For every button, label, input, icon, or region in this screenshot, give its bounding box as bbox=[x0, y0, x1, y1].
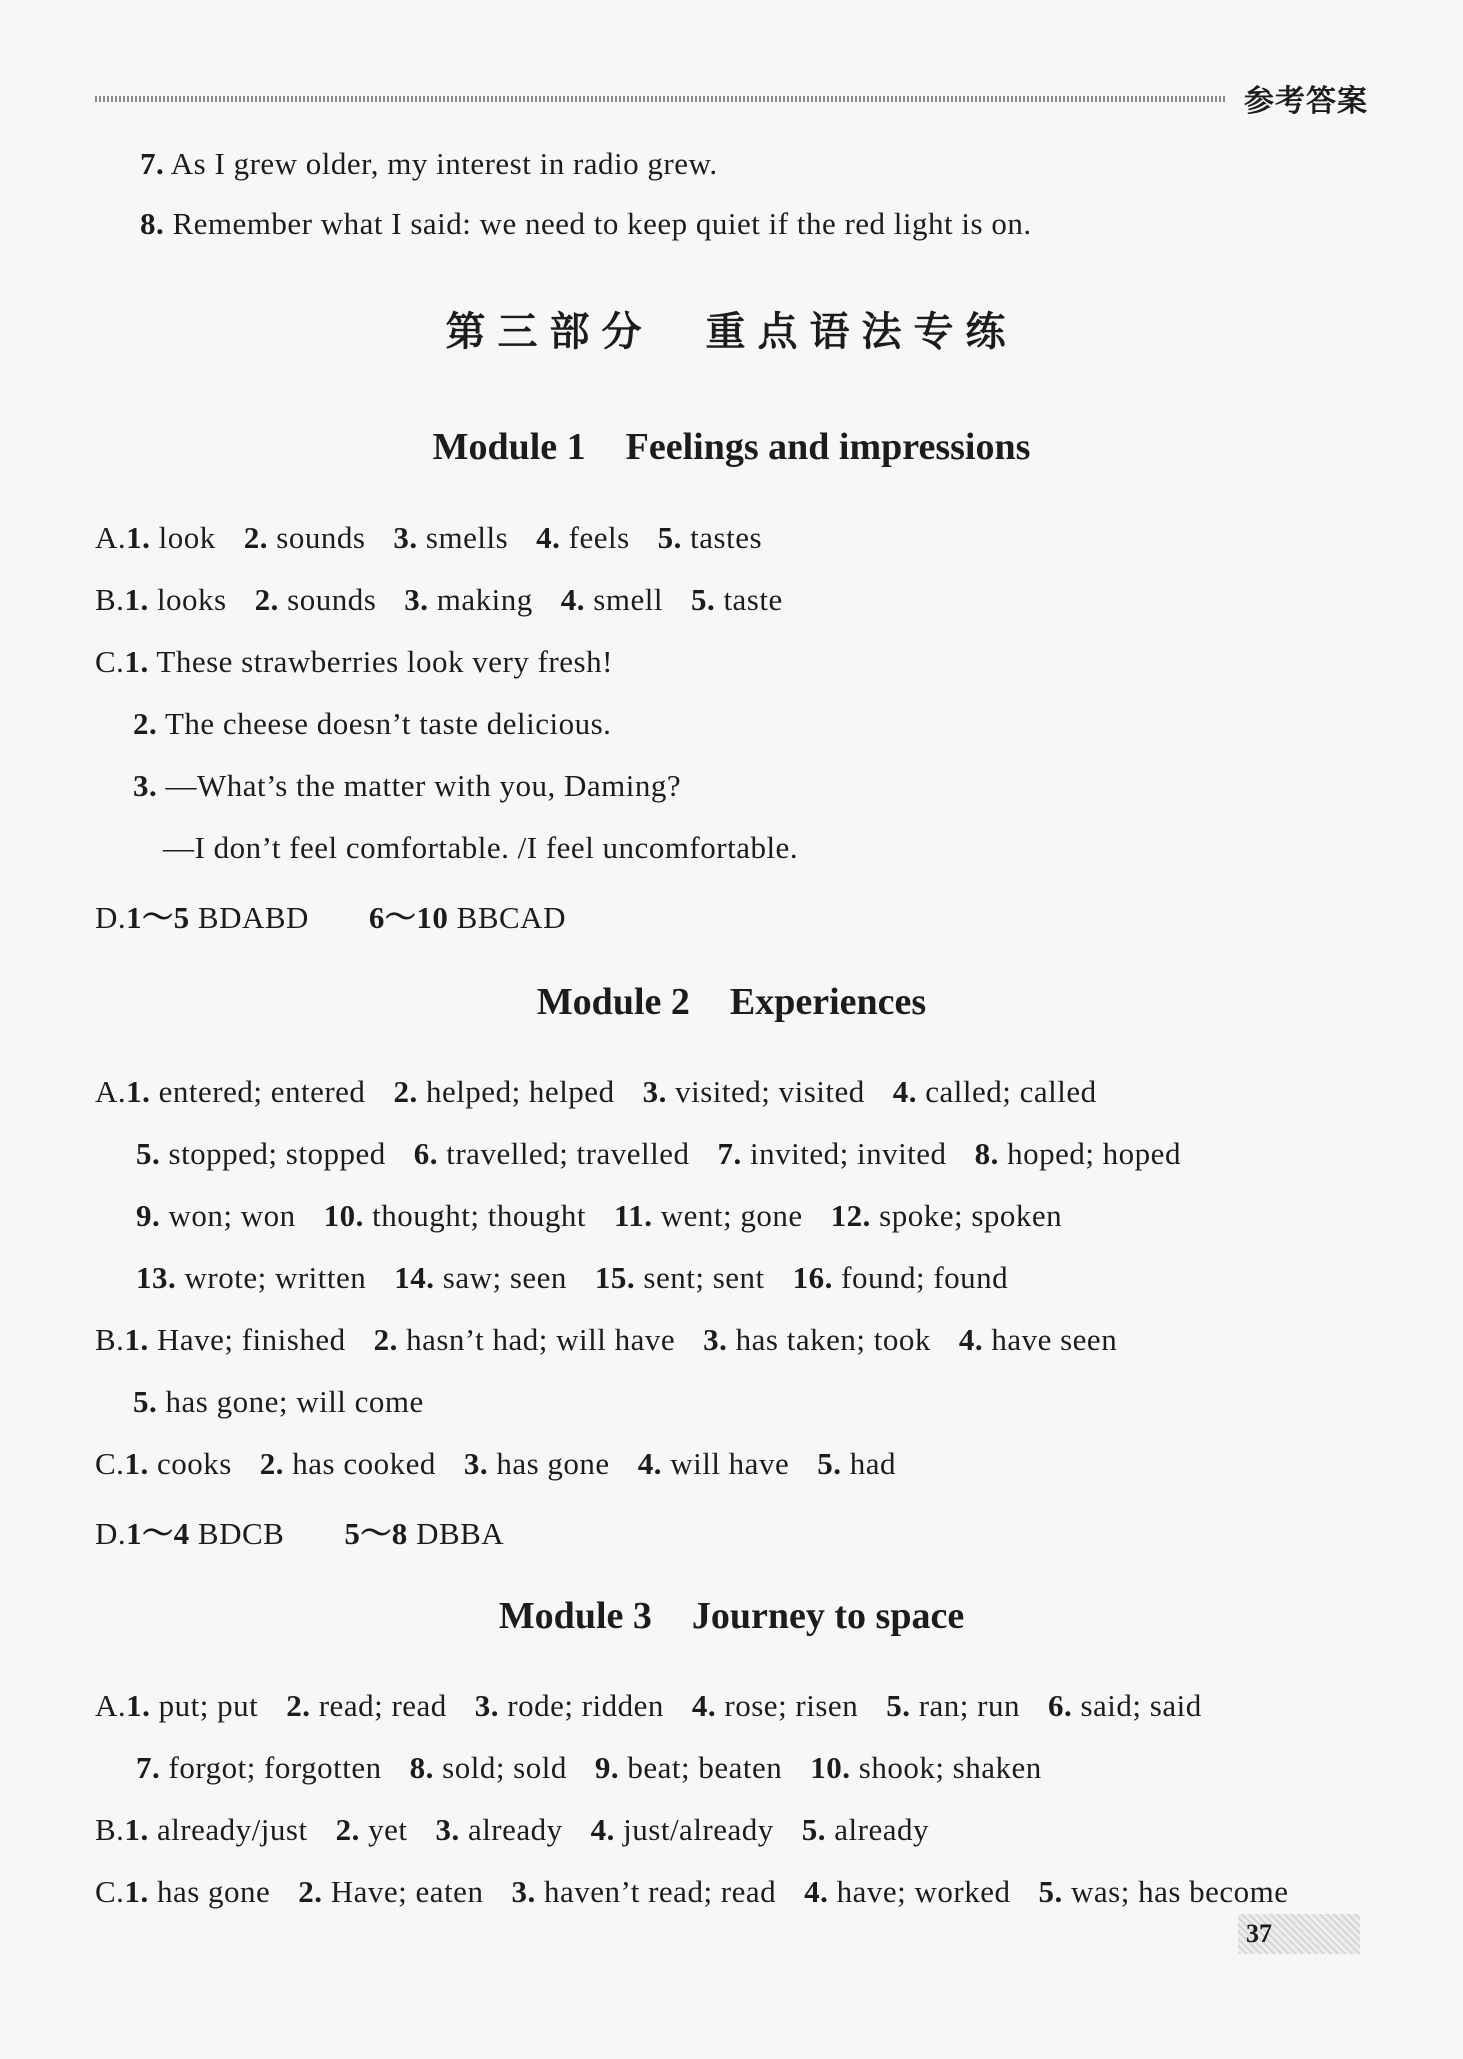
item-answer: already bbox=[467, 1812, 563, 1847]
item-answer: already bbox=[834, 1812, 929, 1847]
item-number: 2. bbox=[373, 1322, 398, 1357]
item-number: 5. bbox=[136, 1136, 161, 1171]
item-answer: put; put bbox=[158, 1688, 259, 1723]
item-answer: forgot; forgotten bbox=[168, 1750, 382, 1785]
item-answer: looks bbox=[156, 582, 227, 617]
header-title: 参考答案 bbox=[1244, 84, 1368, 119]
item-answer: spoke; spoken bbox=[879, 1198, 1063, 1233]
item-number: 3. bbox=[642, 1074, 667, 1109]
item-answer: thought; thought bbox=[372, 1198, 586, 1233]
item-answer: hasn’t had; will have bbox=[406, 1322, 676, 1357]
section-letter: A. bbox=[95, 1074, 127, 1109]
section-letter: B. bbox=[95, 1322, 125, 1357]
item-answer: entered; entered bbox=[158, 1074, 366, 1109]
item-number: 4. bbox=[560, 582, 586, 617]
item-answer: has gone bbox=[496, 1446, 610, 1481]
item-number: 7. bbox=[717, 1136, 742, 1171]
item-number: 10. bbox=[810, 1750, 851, 1785]
item-answer: rose; risen bbox=[724, 1688, 859, 1723]
item-answer: has cooked bbox=[292, 1446, 436, 1481]
item-answer: has taken; took bbox=[735, 1322, 931, 1357]
item-number: 1. bbox=[124, 1446, 149, 1481]
item-number: 8. bbox=[409, 1750, 434, 1785]
module-2-section-a-row bbox=[136, 1136, 1181, 1172]
item-number: 3. bbox=[404, 582, 429, 617]
item-answer: wrote; written bbox=[184, 1260, 367, 1295]
item-number: 8. bbox=[974, 1136, 999, 1171]
item-number: 9. bbox=[136, 1198, 161, 1233]
module-3-section-a-row bbox=[136, 1750, 1042, 1786]
item-answer: visited; visited bbox=[675, 1074, 865, 1109]
section-letter: B. bbox=[95, 582, 125, 617]
part-title: 第三部分 重点语法专练 bbox=[445, 309, 1018, 355]
item-answer: sounds bbox=[287, 582, 377, 617]
module-1-section-a bbox=[95, 520, 762, 556]
item-number: 5. bbox=[133, 1384, 158, 1419]
section-letter: C. bbox=[95, 1446, 125, 1481]
item-number: 4. bbox=[804, 1874, 829, 1909]
answer-line: 7. As I grew older, my interest in radio grew. bbox=[140, 146, 718, 181]
item-number: 4. bbox=[590, 1812, 615, 1847]
item-answer: just/already bbox=[623, 1812, 774, 1847]
item-answer: look bbox=[158, 520, 216, 555]
item-number: 2. bbox=[286, 1688, 311, 1723]
item-answer: Have; finished bbox=[156, 1322, 346, 1357]
module-1-section-c-line-2: 2. The cheese doesn’t taste delicious. bbox=[133, 706, 612, 741]
item-number: 4. bbox=[536, 520, 561, 555]
item-number: 5. bbox=[817, 1446, 842, 1481]
item-answer: said; said bbox=[1080, 1688, 1202, 1723]
item-answer: yet bbox=[368, 1812, 408, 1847]
item-number: 11. bbox=[613, 1198, 653, 1233]
item-number: 16. bbox=[792, 1260, 833, 1295]
section-letter: C. bbox=[95, 1874, 125, 1909]
item-answer: rode; ridden bbox=[507, 1688, 664, 1723]
item-number: 1. bbox=[124, 1812, 149, 1847]
item-answer: won; won bbox=[168, 1198, 296, 1233]
item-number: 2. bbox=[298, 1874, 323, 1909]
item-answer: will have bbox=[670, 1446, 790, 1481]
item-number: 5. bbox=[690, 582, 716, 617]
item-answer: ran; run bbox=[918, 1688, 1020, 1723]
module-1-section-c-line-3: 3. —What’s the matter with you, Daming? bbox=[133, 768, 682, 803]
module-2-section-b-row bbox=[95, 1322, 1117, 1358]
item-number: 5. bbox=[801, 1812, 827, 1847]
item-answer: had bbox=[849, 1446, 896, 1481]
item-number: 2. bbox=[243, 520, 269, 555]
item-answer: beat; beaten bbox=[627, 1750, 783, 1785]
item-number: 5. bbox=[886, 1688, 911, 1723]
item-number: 3. bbox=[703, 1322, 728, 1357]
item-answer: haven’t read; read bbox=[543, 1874, 777, 1909]
item-answer: cooks bbox=[156, 1446, 232, 1481]
module-3-section-b bbox=[95, 1812, 929, 1848]
item-answer: have; worked bbox=[836, 1874, 1011, 1909]
item-number: 3. bbox=[393, 520, 418, 555]
item-answer: smell bbox=[593, 582, 663, 617]
item-number: 2. bbox=[335, 1812, 360, 1847]
item-answer: has gone; will come bbox=[165, 1384, 424, 1419]
module-2-section-a-row bbox=[136, 1260, 1008, 1296]
item-number: 3. bbox=[435, 1812, 460, 1847]
module-1-section-c-line-4: —I don’t feel comfortable. /I feel uncomfortable. bbox=[163, 830, 799, 865]
item-answer: went; gone bbox=[660, 1198, 803, 1233]
item-number: 5. bbox=[1038, 1874, 1063, 1909]
module-3-title: Module 3 Journey to space bbox=[498, 1595, 965, 1637]
item-number: 6. bbox=[1047, 1688, 1073, 1723]
module-1-section-b bbox=[95, 582, 783, 618]
item-answer: shook; shaken bbox=[858, 1750, 1042, 1785]
item-answer: has gone bbox=[156, 1874, 271, 1909]
item-number: 12. bbox=[830, 1198, 871, 1233]
item-number: 3. bbox=[474, 1688, 500, 1723]
module-2-title: Module 2 Experiences bbox=[536, 981, 927, 1023]
item-number: 14. bbox=[394, 1260, 435, 1295]
item-number: 7. bbox=[136, 1750, 161, 1785]
item-number: 4. bbox=[637, 1446, 662, 1481]
module-2-section-c bbox=[95, 1446, 896, 1482]
module-1-section-d: D.1～5 BDABD 6～10 BBCAD bbox=[95, 900, 566, 935]
item-number: 1. bbox=[126, 520, 151, 555]
item-number: 13. bbox=[136, 1260, 177, 1295]
answer-line: 8. Remember what I said: we need to keep quiet if the red light is on. bbox=[140, 206, 1032, 241]
item-number: 3. bbox=[511, 1874, 536, 1909]
item-number: 2. bbox=[393, 1074, 418, 1109]
module-1-section-c-line-1: C.1. These strawberries look very fresh! bbox=[95, 644, 613, 679]
item-answer: helped; helped bbox=[425, 1074, 615, 1109]
item-answer: hoped; hoped bbox=[1007, 1136, 1181, 1171]
section-letter: A. bbox=[95, 520, 127, 555]
item-number: 4. bbox=[691, 1688, 717, 1723]
item-number: 9. bbox=[594, 1750, 620, 1785]
item-answer: sold; sold bbox=[442, 1750, 567, 1785]
item-answer: making bbox=[436, 582, 533, 617]
item-answer: already/just bbox=[156, 1812, 308, 1847]
item-number: 4. bbox=[958, 1322, 984, 1357]
item-answer: tastes bbox=[690, 520, 763, 555]
item-number: 3. bbox=[463, 1446, 489, 1481]
item-number: 1. bbox=[126, 1688, 151, 1723]
item-answer: called; called bbox=[925, 1074, 1097, 1109]
item-answer: read; read bbox=[318, 1688, 447, 1723]
item-answer: Have; eaten bbox=[330, 1874, 484, 1909]
module-2-section-b-row bbox=[133, 1384, 424, 1420]
item-number: 6. bbox=[413, 1136, 438, 1171]
item-answer: have seen bbox=[991, 1322, 1118, 1357]
item-number: 10. bbox=[323, 1198, 364, 1233]
item-answer: sent; sent bbox=[643, 1260, 765, 1295]
section-letter: A. bbox=[95, 1688, 127, 1723]
module-3-section-a-row bbox=[95, 1688, 1202, 1724]
item-number: 1. bbox=[124, 1322, 149, 1357]
item-answer: was; has become bbox=[1071, 1874, 1289, 1909]
item-number: 1. bbox=[126, 1074, 151, 1109]
module-3-section-c bbox=[95, 1874, 1289, 1910]
module-2-section-a-row bbox=[136, 1198, 1062, 1234]
item-answer: stopped; stopped bbox=[168, 1136, 386, 1171]
item-answer: taste bbox=[723, 582, 783, 617]
item-number: 2. bbox=[254, 582, 279, 617]
item-answer: found; found bbox=[841, 1260, 1009, 1295]
item-number: 1. bbox=[124, 1874, 149, 1909]
module-2-section-d: D.1～4 BDCB 5～8 DBBA bbox=[95, 1516, 505, 1551]
item-number: 15. bbox=[594, 1260, 636, 1295]
page-number: 37 bbox=[1238, 1914, 1360, 1954]
item-answer: smells bbox=[425, 520, 509, 555]
item-number: 4. bbox=[892, 1074, 918, 1109]
item-answer: sounds bbox=[276, 520, 366, 555]
item-answer: saw; seen bbox=[442, 1260, 567, 1295]
section-letter: B. bbox=[95, 1812, 125, 1847]
item-number: 2. bbox=[259, 1446, 285, 1481]
item-answer: invited; invited bbox=[750, 1136, 947, 1171]
item-answer: travelled; travelled bbox=[446, 1136, 690, 1171]
item-answer: feels bbox=[568, 520, 630, 555]
item-number: 1. bbox=[124, 582, 149, 617]
item-number: 5. bbox=[657, 520, 682, 555]
module-2-section-a-row bbox=[95, 1074, 1097, 1110]
module-1-title: Module 1 Feelings and impressions bbox=[432, 426, 1031, 468]
header-rule bbox=[95, 96, 1225, 102]
